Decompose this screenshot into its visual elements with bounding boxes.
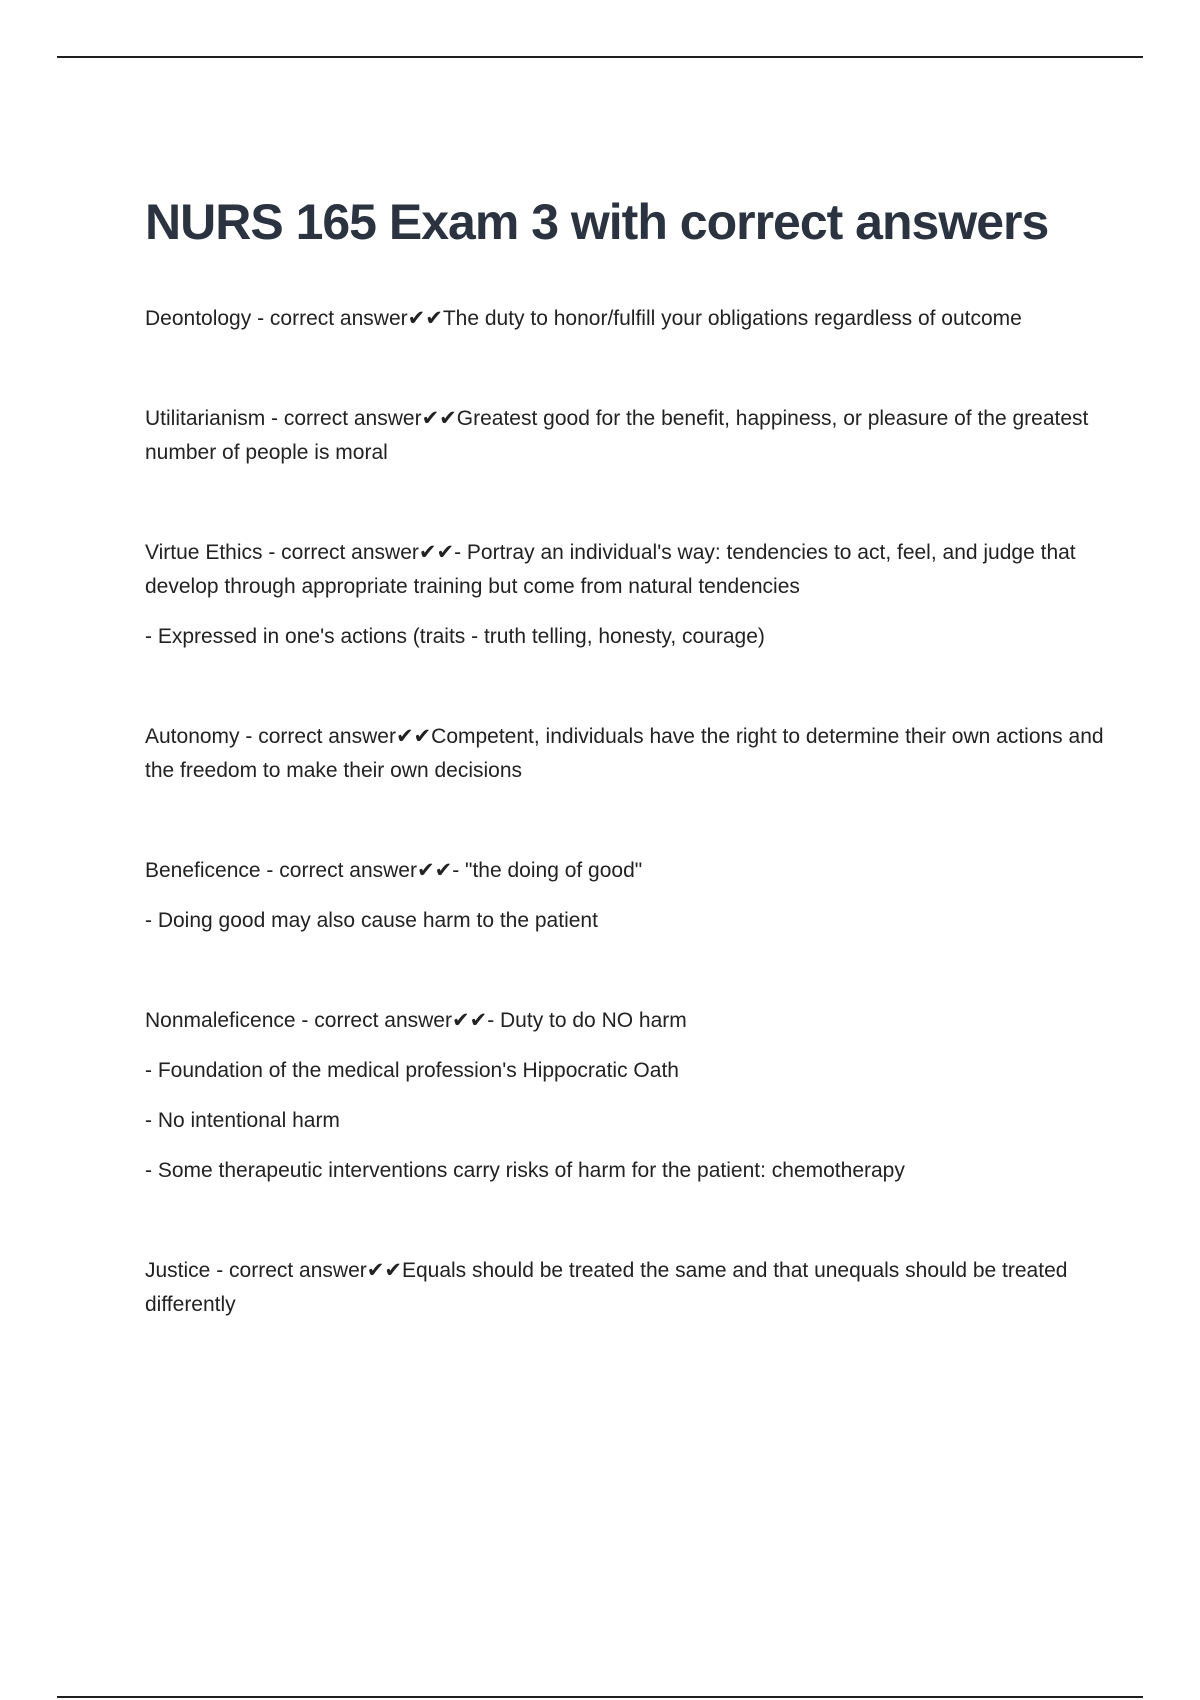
definition: Equals should be treated the same and that unequals should be treated differently xyxy=(145,1259,1068,1316)
qa-line: Utilitarianism - correct answer✔✔Greatest good for the benefit, happiness, or pleasure of the greatest number of people is moral xyxy=(145,407,1089,464)
qa-entry-beneficence xyxy=(145,854,1105,938)
qa-line: Nonmaleficence - correct answer✔✔- Duty to do NO harm xyxy=(145,1009,687,1032)
check-marks: ✔✔ xyxy=(366,1259,402,1282)
top-divider xyxy=(57,56,1143,58)
check-marks: ✔✔ xyxy=(451,1009,488,1032)
definition-line: - No intentional harm xyxy=(145,1109,340,1132)
answer-marker: correct answer xyxy=(258,725,396,748)
qa-entry-autonomy xyxy=(145,720,1105,788)
answer-marker: correct answer xyxy=(279,859,417,882)
qa-entry-virtue-ethics xyxy=(145,536,1105,654)
definition: Competent, individuals have the right to determine their own actions and the freedom to make their own decisions xyxy=(145,725,1104,782)
qa-line: Autonomy - correct answer✔✔Competent, individuals have the right to determine their own actions and the freedom to make their own decisions xyxy=(145,725,1104,782)
answer-marker: correct answer xyxy=(314,1009,452,1032)
answer-marker: correct answer xyxy=(283,407,422,430)
term: Beneficence xyxy=(145,859,261,882)
answer-marker: correct answer xyxy=(269,307,408,330)
document-body xyxy=(145,192,1105,1388)
definition-line: - Some therapeutic interventions carry risks of harm for the patient: chemotherapy xyxy=(145,1159,905,1182)
qa-entry-justice xyxy=(145,1254,1105,1322)
term: Deontology xyxy=(145,307,252,330)
qa-entry-utilitarianism xyxy=(145,402,1105,470)
term: Justice xyxy=(145,1259,211,1282)
qa-entry-deontology xyxy=(145,302,1105,336)
definition: Greatest good for the benefit, happiness, or pleasure of the greatest number of people is moral xyxy=(145,407,1089,464)
check-marks: ✔✔ xyxy=(418,541,455,564)
check-marks: ✔✔ xyxy=(416,859,453,882)
term: Utilitarianism xyxy=(145,407,266,430)
document-title: NURS 165 Exam 3 with correct answers xyxy=(145,194,1049,250)
definition: The duty to honor/fulfill your obligations regardless of outcome xyxy=(442,307,1022,330)
definition-line: - Expressed in one's actions (traits - truth telling, honesty, courage) xyxy=(145,625,765,648)
check-marks: ✔✔ xyxy=(395,725,432,748)
qa-line: Virtue Ethics - correct answer✔✔- Portray an individual's way: tendencies to act, feel, and judge that develop through appropriate training but come from natural tendencies xyxy=(145,541,1076,598)
qa-line: Beneficence - correct answer✔✔- "the doing of good" xyxy=(145,859,643,882)
definition: - Portray an individual's way: tendencies to act, feel, and judge that develop through appropriate training but come from natural tendencies xyxy=(145,541,1076,598)
definition-line: - Doing good may also cause harm to the patient xyxy=(145,909,598,932)
definition-line: - Foundation of the medical profession's Hippocratic Oath xyxy=(145,1059,679,1082)
term: Virtue Ethics xyxy=(145,541,263,564)
check-marks: ✔✔ xyxy=(407,307,443,330)
answer-marker: correct answer xyxy=(281,541,419,564)
term: Autonomy xyxy=(145,725,240,748)
qa-line: Deontology - correct answer✔✔The duty to honor/fulfill your obligations regardless of outcome xyxy=(145,307,1022,330)
bottom-divider xyxy=(57,1696,1143,1698)
qa-entry-nonmaleficence xyxy=(145,1004,1105,1188)
definition: - "the doing of good" xyxy=(452,859,643,882)
qa-line: Justice - correct answer✔✔Equals should be treated the same and that unequals should be treated differently xyxy=(145,1259,1068,1316)
qa-list xyxy=(145,302,1105,1322)
check-marks: ✔✔ xyxy=(421,407,457,430)
answer-marker: correct answer xyxy=(229,1259,367,1282)
definition: - Duty to do NO harm xyxy=(487,1009,687,1032)
term: Nonmaleficence xyxy=(145,1009,296,1032)
